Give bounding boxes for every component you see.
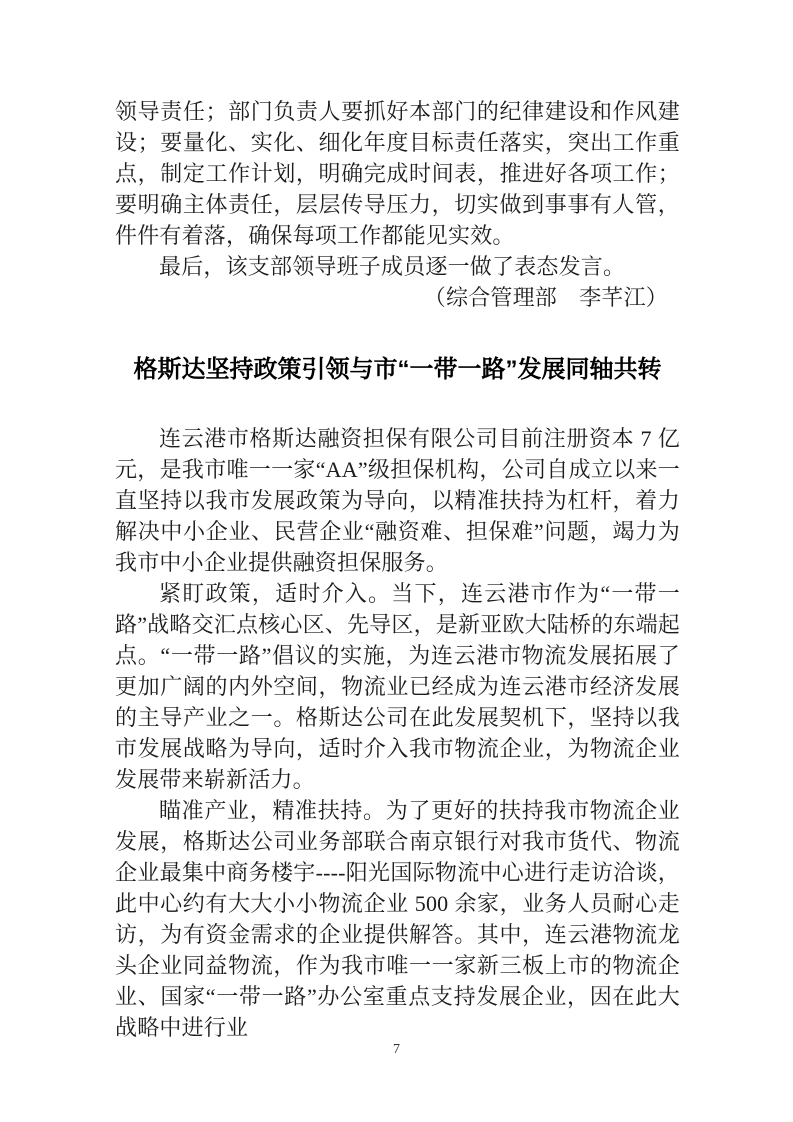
article-body xyxy=(115,423,680,1043)
article-paragraph: 连云港市格斯达融资担保有限公司目前注册资本 7 亿元，是我市唯一一家“AA”级担保机构，公司自成立以来一直坚持以我市发展政策为导向，以精准扶持为杠杆，着力解决中小企业、民营企业“融资难、担保难”问题，竭力为我市中小企业提供融资担保服务。 xyxy=(115,426,680,575)
byline: （综合管理部 李芊江） xyxy=(423,285,668,310)
page-footer xyxy=(0,1040,793,1058)
article-title: 格斯达坚持政策引领与市“一带一路”发展同轴共转 xyxy=(133,356,662,383)
previous-article-ending xyxy=(115,96,680,313)
continuation-paragraph: 领导责任；部门负责人要抓好本部门的纪律建设和作风建设；要量化、实化、细化年度目标责任落实，突出工作重点，制定工作计划，明确完成时间表，推进好各项工作；要明确主体责任，层层传导压力，切实做到事事有人管，件件有着落，确保每项工作都能见实效。 xyxy=(115,99,680,248)
closing-paragraph: 最后，该支部领导班子成员逐一做了表态发言。 xyxy=(159,254,626,279)
article-paragraph: 瞄准产业，精准扶持。为了更好的扶持我市物流企业发展，格斯达公司业务部联合南京银行对我市货代、物流企业最集中商务楼宇----阳光国际物流中心进行走访洽谈，此中心约有大大小小物流企业 500 余家，业务人员耐心走访，为有资金需求的企业提供解答。其中，连云港物流龙头企业同益物流，作为我市唯一一家新三板上市的物流企业、国家“一带一路”办公室重点支持发展企业，因在此大战略中进行业 xyxy=(115,798,680,1040)
page-number: 7 xyxy=(393,1042,400,1057)
article-paragraph: 紧盯政策，适时介入。当下，连云港市作为“一带一路”战略交汇点核心区、先导区，是新亚欧大陆桥的东端起点。“一带一路”倡议的实施，为连云港市物流发展拓展了更加广阔的内外空间，物流业已经成为连云港市经济发展的主导产业之一。格斯达公司在此发展契机下，坚持以我市发展战略为导向，适时介入我市物流企业，为物流企业发展带来崭新活力。 xyxy=(115,581,680,792)
